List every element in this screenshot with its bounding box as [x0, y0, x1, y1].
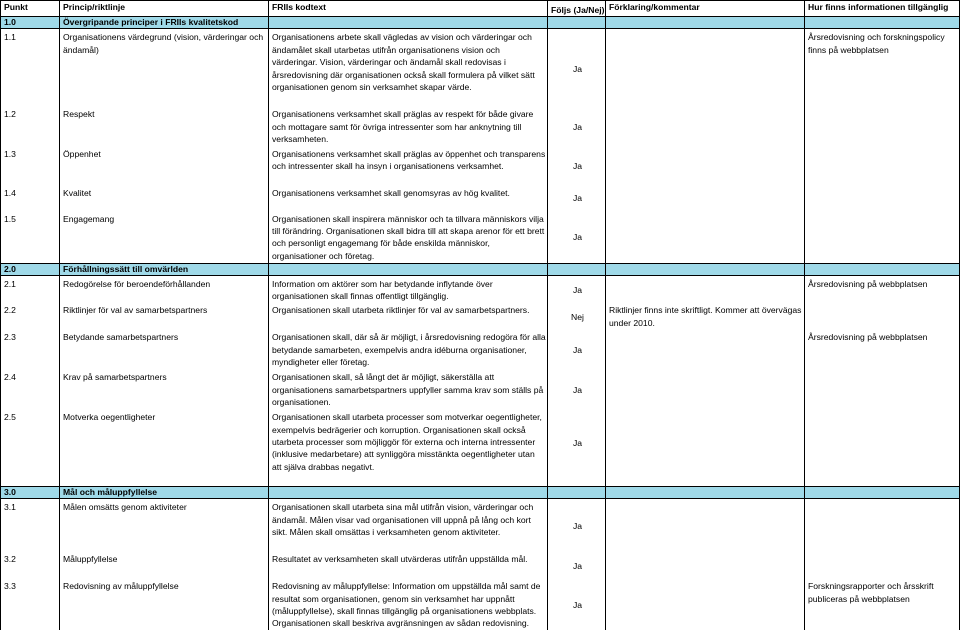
spacer-cell	[548, 475, 606, 487]
spacer-cell	[606, 475, 805, 487]
section-title: Övergripande principer i FRIIs kvalitetskod	[60, 17, 269, 29]
compliance-cell: Ja	[548, 578, 606, 630]
table-row	[1, 185, 960, 211]
availability-cell	[805, 146, 960, 185]
table-row	[1, 409, 960, 475]
principle-cell: Redovisning av måluppfyllelse	[60, 578, 269, 630]
explanation-cell	[606, 329, 805, 369]
row-number: 1.3	[1, 146, 60, 185]
table-row	[1, 275, 960, 302]
compliance-cell: Ja	[548, 409, 606, 475]
availability-cell	[805, 211, 960, 264]
section-empty-cell	[606, 263, 805, 275]
row-number: 2.3	[1, 329, 60, 369]
explanation-cell	[606, 499, 805, 552]
section-empty-cell	[269, 263, 548, 275]
explanation-cell	[606, 106, 805, 145]
spacer-cell	[60, 475, 269, 487]
availability-cell: Forskningsrapporter och årsskrift publiceras på webbplatsen	[805, 578, 960, 630]
section-empty-cell	[805, 17, 960, 29]
explanation-cell	[606, 185, 805, 211]
principle-cell: Riktlinjer för val av samarbetspartners	[60, 302, 269, 329]
availability-cell	[805, 499, 960, 552]
compliance-cell: Ja	[548, 551, 606, 578]
principle-cell: Engagemang	[60, 211, 269, 264]
principle-cell: Måluppfyllelse	[60, 551, 269, 578]
header-hur: Hur finns informationen tillgänglig	[805, 1, 960, 17]
table-row	[1, 29, 960, 107]
section-row	[1, 487, 960, 499]
table-row	[1, 578, 960, 630]
compliance-cell: Ja	[548, 29, 606, 107]
explanation-cell	[606, 29, 805, 107]
section-empty-cell	[606, 17, 805, 29]
principle-cell: Redogörelse för beroendeförhållanden	[60, 275, 269, 302]
section-number: 2.0	[1, 263, 60, 275]
row-number: 3.3	[1, 578, 60, 630]
section-number: 3.0	[1, 487, 60, 499]
principle-cell: Motverka oegentligheter	[60, 409, 269, 475]
compliance-cell: Ja	[548, 329, 606, 369]
section-number: 1.0	[1, 17, 60, 29]
explanation-cell	[606, 578, 805, 630]
table-row	[1, 106, 960, 145]
compliance-cell: Nej	[548, 302, 606, 329]
explanation-cell	[606, 369, 805, 409]
row-number: 2.2	[1, 302, 60, 329]
compliance-cell: Ja	[548, 185, 606, 211]
section-title: Förhållningssätt till omvärlden	[60, 263, 269, 275]
availability-cell: Årsredovisning på webbplatsen	[805, 275, 960, 302]
section-empty-cell	[548, 487, 606, 499]
explanation-cell: Riktlinjer finns inte skriftligt. Kommer att övervägas under 2010.	[606, 302, 805, 329]
availability-cell	[805, 551, 960, 578]
row-number: 3.2	[1, 551, 60, 578]
availability-cell	[805, 369, 960, 409]
code-text-cell: Redovisning av måluppfyllelse: Information om uppställda mål samt de resultat som organisationen, genom sin verksamhet har uppnått (måluppfyllelse), skall finnas tillgänglig på organisationens webbplats. Organisationen skall beskriva avgränsningen av sådan redovisning.	[269, 578, 548, 630]
section-empty-cell	[606, 487, 805, 499]
principle-cell: Krav på samarbetspartners	[60, 369, 269, 409]
table-row	[1, 211, 960, 264]
compliance-cell: Ja	[548, 499, 606, 552]
explanation-cell	[606, 409, 805, 475]
code-text-cell: Organisationen skall utarbeta sina mål utifrån vision, värderingar och ändamål. Målen visar vad organisationen vill uppnå på lång och kort sikt. Målen skall omsättas i verksamheten genom aktiviteter.	[269, 499, 548, 552]
compliance-cell: Ja	[548, 146, 606, 185]
section-empty-cell	[269, 487, 548, 499]
code-text-cell: Organisationens verksamhet skall genomsyras av hög kvalitet.	[269, 185, 548, 211]
code-text-cell: Organisationen skall utarbeta processer som motverkar oegentligheter, exempelvis bedrägerier och korruption. Organisationen skall också utarbeta processer som möjliggör för externa och interna intressenter (inklusive medarbetare) att synliggöra misstänkta oegentligheter utan att själva drabbas negativt.	[269, 409, 548, 475]
code-text-cell: Resultatet av verksamheten skall utvärderas utifrån uppställda mål.	[269, 551, 548, 578]
section-row	[1, 263, 960, 275]
section-empty-cell	[548, 17, 606, 29]
availability-cell	[805, 409, 960, 475]
row-number: 3.1	[1, 499, 60, 552]
code-text-cell: Organisationen skall inspirera människor och ta tillvara människors vilja till förändring. Organisationen skall bidra till att skapa arenor för ett brett och personligt engagemang för både enskilda människor, organisationer och företag.	[269, 211, 548, 264]
section-empty-cell	[805, 487, 960, 499]
section-empty-cell	[269, 17, 548, 29]
table-row	[1, 329, 960, 369]
availability-cell: Årsredovisning på webbplatsen	[805, 329, 960, 369]
principle-cell: Öppenhet	[60, 146, 269, 185]
spacer-cell	[269, 475, 548, 487]
availability-cell	[805, 185, 960, 211]
row-number: 1.5	[1, 211, 60, 264]
explanation-cell	[606, 551, 805, 578]
header-princip: Princip/riktlinje	[60, 1, 269, 17]
table-row	[1, 551, 960, 578]
principle-cell: Betydande samarbetspartners	[60, 329, 269, 369]
code-text-cell: Organisationen skall, så långt det är möjligt, säkerställa att organisationens samarbetspartners uppfyller samma krav som ställs på organisationen.	[269, 369, 548, 409]
principle-cell: Kvalitet	[60, 185, 269, 211]
principle-cell: Organisationens värdegrund (vision, värderingar och ändamål)	[60, 29, 269, 107]
header-punkt: Punkt	[1, 1, 60, 17]
header-folj: Följs (Ja/Nej)	[548, 1, 606, 17]
row-number: 1.4	[1, 185, 60, 211]
table-row	[1, 369, 960, 409]
code-text-cell: Organisationens verksamhet skall präglas av respekt för både givare och mottagare samt för övriga intressenter som har anknytning till verksamheten.	[269, 106, 548, 145]
compliance-cell: Ja	[548, 275, 606, 302]
spacer-row	[1, 475, 960, 487]
compliance-cell: Ja	[548, 211, 606, 264]
section-empty-cell	[805, 263, 960, 275]
compliance-cell: Ja	[548, 369, 606, 409]
row-number: 1.1	[1, 29, 60, 107]
spacer-cell	[1, 475, 60, 487]
header-forklaring: Förklaring/kommentar	[606, 1, 805, 17]
table-body	[1, 1, 960, 630]
code-text-cell: Organisationens verksamhet skall präglas av öppenhet och transparens och intressenter skall ha insyn i organisationens verksamhet.	[269, 146, 548, 185]
availability-cell	[805, 302, 960, 329]
principle-cell: Respekt	[60, 106, 269, 145]
code-text-cell: Organisationen skall, där så är möjligt, i årsredovisning redogöra för alla betydande samarbeten, exempelvis andra idéburna organisationer, myndigheter eller företag.	[269, 329, 548, 369]
code-text-cell: Organisationens arbete skall vägledas av vision och värderingar och ändamålet skall utarbetas utifrån organisationens vision och värderingar. Vision, värderingar och ändamål skall redovisas i årsredovisning där organisationen också skall formulera på vilket sätt organisationen genom sin verksamhet skapar värde.	[269, 29, 548, 107]
availability-cell	[805, 106, 960, 145]
explanation-cell	[606, 211, 805, 264]
table-row	[1, 499, 960, 552]
compliance-cell: Ja	[548, 106, 606, 145]
row-number: 2.4	[1, 369, 60, 409]
spacer-cell	[805, 475, 960, 487]
availability-cell: Årsredovisning och forskningspolicy finns på webbplatsen	[805, 29, 960, 107]
explanation-cell	[606, 275, 805, 302]
section-title: Mål och måluppfyllelse	[60, 487, 269, 499]
row-number: 2.1	[1, 275, 60, 302]
code-text-cell: Organisationen skall utarbeta riktlinjer för val av samarbetspartners.	[269, 302, 548, 329]
explanation-cell	[606, 146, 805, 185]
principle-cell: Målen omsätts genom aktiviteter	[60, 499, 269, 552]
header-row	[1, 1, 960, 17]
row-number: 2.5	[1, 409, 60, 475]
header-kodtext: FRIIs kodtext	[269, 1, 548, 17]
row-number: 1.2	[1, 106, 60, 145]
section-row	[1, 17, 960, 29]
table-row	[1, 146, 960, 185]
section-empty-cell	[548, 263, 606, 275]
code-text-cell: Information om aktörer som har betydande inflytande över organisationen skall finnas offentligt tillgänglig.	[269, 275, 548, 302]
table-row	[1, 302, 960, 329]
